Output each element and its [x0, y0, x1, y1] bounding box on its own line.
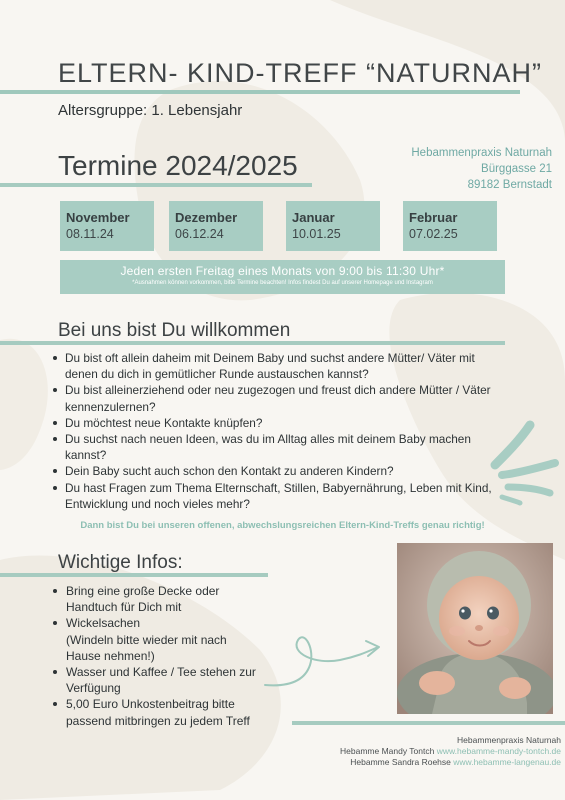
banner-note: *Ausnahmen können vorkommen, bitte Termine beachten! Infos findest Du auf unserer Homepage und Instagram — [132, 280, 433, 286]
welcome-list — [52, 350, 507, 512]
date-value: 07.02.25 — [409, 227, 458, 241]
list-item: Du bist alleinerziehend oder neu zugezogen und freust dich andere Mütter / Väter kennenzulernen? — [52, 382, 507, 414]
date-box-november — [60, 201, 154, 251]
midwife-name: Hebamme Mandy Tontch — [340, 746, 435, 756]
list-item — [52, 696, 262, 728]
info-title: Wichtige Infos: — [58, 552, 183, 573]
date-box-february — [403, 201, 497, 251]
decorative-strokes — [480, 415, 565, 515]
list-item — [52, 664, 262, 696]
info-item-text: Bring eine große Decke oder Handtuch für Dich mit — [66, 584, 220, 615]
list-item — [52, 583, 262, 615]
schedule-title: Termine 2024/2025 — [58, 150, 298, 181]
footer-practice: Hebammenpraxis Naturnah — [457, 735, 561, 745]
date-month: Januar — [292, 210, 335, 225]
footer — [340, 735, 561, 768]
title-divider — [0, 90, 520, 94]
schedule-banner — [60, 260, 505, 294]
list-item: Du möchtest neue Kontakte knüpfen? — [52, 415, 507, 431]
date-value: 08.11.24 — [66, 227, 114, 241]
midwife-url-link[interactable]: www.hebamme-mandy-tontch.de — [436, 746, 561, 756]
welcome-title: Bei uns bist Du willkommen — [58, 320, 291, 341]
midwife-name: Hebamme Sandra Roehse — [350, 757, 451, 767]
address-block — [411, 145, 552, 193]
info-item-text: Wickelsachen — [66, 616, 141, 631]
date-value: 10.01.25 — [292, 227, 341, 241]
date-box-december — [169, 201, 263, 251]
address-street: Bürggasse 21 — [481, 163, 552, 175]
date-month: Februar — [409, 210, 458, 225]
address-city: 89182 Bernstadt — [467, 179, 552, 191]
welcome-divider — [0, 341, 505, 345]
list-item: Dein Baby sucht auch schon den Kontakt zu anderen Kindern? — [52, 463, 507, 479]
date-month: Dezember — [175, 210, 238, 225]
footer-midwife-2 — [340, 757, 561, 768]
info-list — [52, 583, 262, 729]
arrow-icon — [260, 625, 385, 695]
list-item: Du bist oft allein daheim mit Deinem Baby und suchst andere Mütter/ Väter mit denen du dich in gemütlicher Runde austauschen kannst? — [52, 350, 507, 382]
midwife-url-link[interactable]: www.hebamme-langenau.de — [453, 757, 561, 767]
address-name: Hebammenpraxis Naturnah — [411, 147, 552, 159]
info-item-subtext: (Windeln bitte wieder mit nach Hause nehmen!) — [66, 632, 227, 663]
date-box-january — [286, 201, 380, 251]
info-item-text: Wasser und Kaffee / Tee stehen zur Verfügung — [66, 665, 256, 696]
list-item: Du suchst nach neuen Ideen, was du im Alltag alles mit deinem Baby machen kannst? — [52, 431, 507, 463]
date-boxes — [60, 201, 560, 251]
footer-divider — [292, 721, 565, 725]
footer-midwife-1 — [340, 746, 561, 757]
schedule-divider — [0, 183, 312, 187]
age-group: Altersgruppe: 1. Lebensjahr — [58, 102, 243, 119]
baby-photo — [397, 543, 553, 714]
info-divider — [0, 573, 268, 577]
list-item: Du hast Fragen zum Thema Elternschaft, Stillen, Babyernährung, Leben mit Kind, Entwicklung und noch vieles mehr? — [52, 480, 507, 512]
page-title: ELTERN- KIND-TREFF “NATURNAH” — [58, 58, 542, 88]
banner-main-text: Jeden ersten Freitag eines Monats von 9:00 bis 11:30 Uhr* — [120, 264, 445, 278]
list-item — [52, 615, 262, 664]
call-to-action: Dann bist Du bei unseren offenen, abwechslungsreichen Eltern-Kind-Treffs genau richtig! — [80, 520, 485, 531]
date-value: 06.12.24 — [175, 227, 224, 241]
date-month: November — [66, 210, 130, 225]
info-item-text: 5,00 Euro Unkostenbeitrag bitte passend mitbringen zu jedem Treff — [66, 697, 250, 728]
